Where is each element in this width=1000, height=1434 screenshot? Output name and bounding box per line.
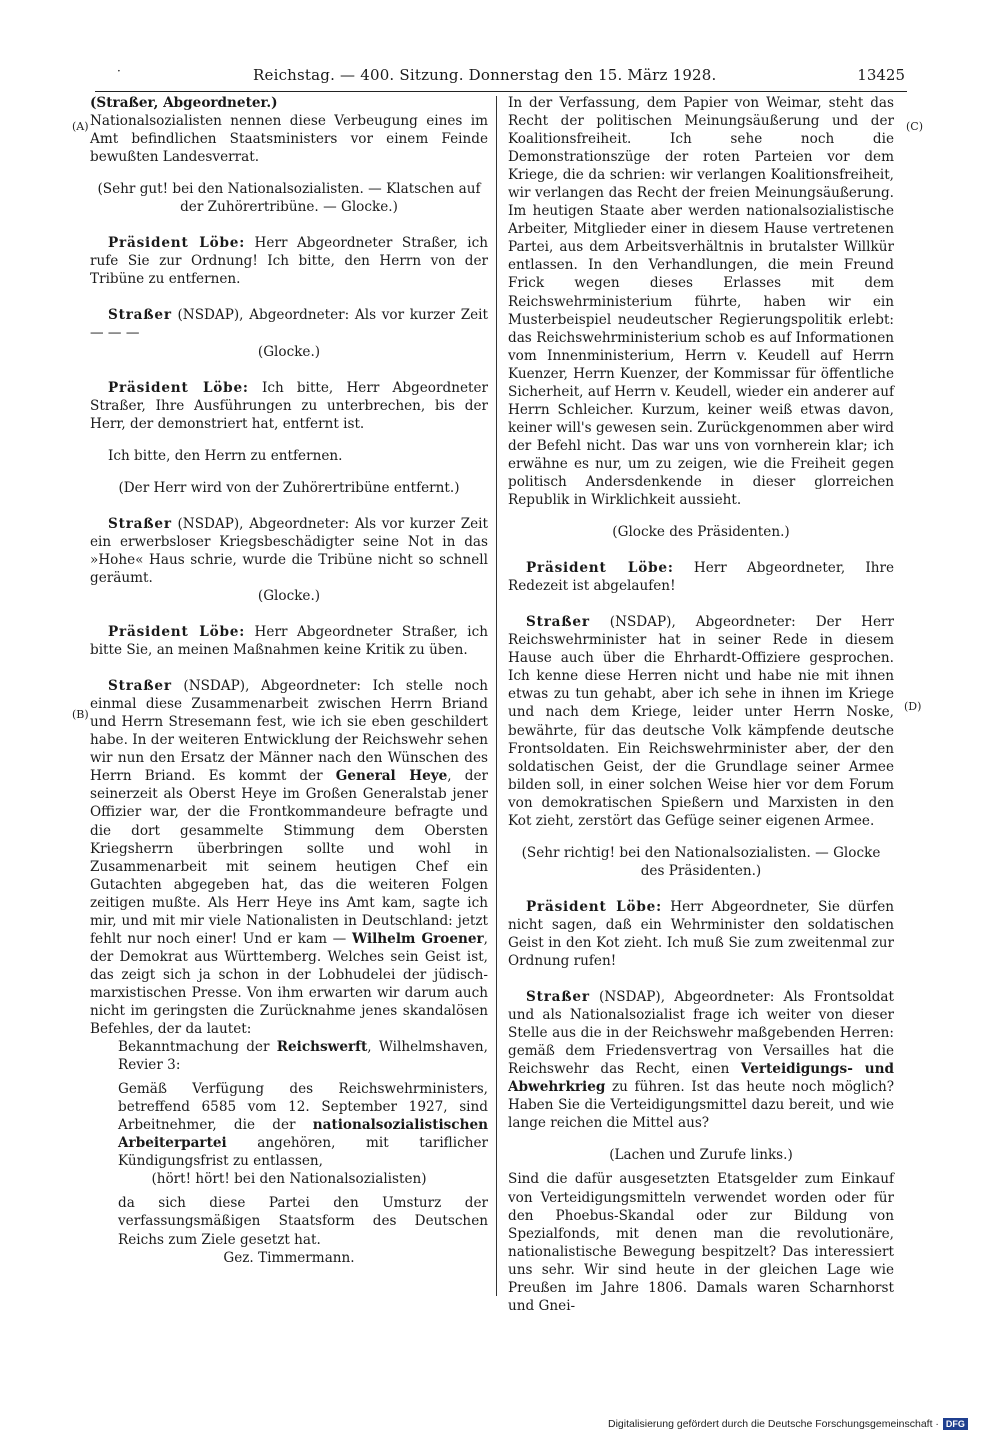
margin-marker-b: (B) <box>72 708 89 721</box>
paragraph: Präsident Löbe: Herr Abgeordneter, Ihre Redezeit ist abgelaufen! <box>508 560 894 595</box>
paragraph: Straßer (NSDAP), Abgeordneter: Als vor kurzer Zeit — — — <box>90 307 488 342</box>
left-column <box>90 94 488 1267</box>
interjection: (Glocke.) <box>257 587 321 604</box>
quoted-text: Gemäß Verfügung des Reichswehrministers, betreffend 6585 vom 12. September 1927, sind Arbeitnehmer, die der nationalsozialistischen Arbeiterpartei angehören, mit tariflicher Kündigungsfrist zu entlassen, <box>118 1081 488 1170</box>
speaker-name: Präsident Löbe: <box>526 898 662 915</box>
header-title: Reichstag. — 400. Sitzung. Donnerstag den 15. März 1928. <box>253 66 717 84</box>
paragraph: Präsident Löbe: Herr Abgeordneter, Sie dürfen nicht sagen, daß ein Wehrminister den soldatischen Geist in den Kot zieht. Ich muß Sie zum zweitenmal zur Ordnung rufen! <box>508 898 895 970</box>
signature-line: Gez. Timmermann. <box>223 1249 355 1266</box>
interjection: (Sehr richtig! bei den Nationalsozialisten. — Glocke des Präsidenten.) <box>521 844 881 879</box>
header-dot: · <box>117 64 121 78</box>
paragraph: In der Verfassung, dem Papier von Weimar, steht das Recht der politischen Meinungsäußerung und der Koalitionsfreiheit. Ich sehe noch die Demonstrationszüge der roten Parteien vor dem Kriege, die da schrien: wir verlangen Koalitionsfreiheit, wir verlangen das Recht der freien Meinungsäußerung. Im heutigen Staate aber werden nationalsozialistische Arbeiter, Mitglieder einer in diesem Hause vertretenen Partei, aus dem Arbeitsverhältnis in brutalster Willkür entlassen. In den Verhandlungen, die mein Freund Frick wegen dieses Erlasses mit dem Reichswehrministerium führte, haben wir ein Musterbeispiel neudeutscher Regierungspolitik erlebt: das Reichswehrministerium schob es auf Informationen vom Innenministerium, Herrn v. Keudell auf Herrn Kuenzer, Herrn Kuenzer, der Kommissar für öffentliche Sicherheit, auf Herrn v. Keudell, wieder ein anderer auf Herrn Schleicher. Kurzum, keiner weiß etwas davon, keiner will's gewesen sein. Zurückgenommen aber wird der Befehl nicht. Das war uns von vornherein klar; ich erwähne es nur, um zu zeigen, wie die Freiheit gegen politisch Andersdenkende in dieser glorreichen Republik in Wirklichkeit aussieht. <box>508 95 894 509</box>
interjection: (Glocke des Präsidenten.) <box>612 524 790 541</box>
right-column <box>508 94 894 1315</box>
paragraph: Straßer (NSDAP), Abgeordneter: Als Frontsoldat und als Nationalsozialist frage ich weiter von dieser Stelle aus die in der Reichswehr maßgebenden Herren: gemäß dem Friedensvertrag von Versailles hat die Reichswehr das Recht, einen Verteidigungs- und Abwehrkrieg zu führen. Ist das heute noch möglich? Haben Sie die Verteidigungsmittel dazu bereit, und wie lange reichen die Mittel aus? <box>508 989 894 1132</box>
speaker-name: Straßer <box>108 678 172 695</box>
speaker-name: Präsident Löbe: <box>526 560 674 577</box>
page-number: 13425 <box>857 66 905 84</box>
paragraph: Sind die dafür ausgesetzten Etatsgelder zum Einkauf von Verteidigungsmitteln verwendet worden oder für den Phoebus-Skandal oder zur Bildung von Spezialfonds, mit denen man die revolutionäre, nationalistische Bewegung bespitzelt? Das interessiert uns sehr. Wir sind heute in der gleichen Lage wie Preußen im Jahre 1806. Damals waren Scharnhorst und Gnei- <box>508 1171 894 1314</box>
interjection: (Der Herr wird von der Zuhörertribüne entfernt.) <box>118 479 460 496</box>
paragraph: Straßer (NSDAP), Abgeordneter: Ich stelle noch einmal diese Zusammenarbeit zwischen Herrn Briand und Herrn Stresemann fest, wie ich sie eben geschildert habe. In der weiteren Entwicklung der Reichswehr sehen wir nun den Ersatz der Männer nach den Wünschen des Herrn Briand. Es kommt der General Heye, der seinerzeit als Oberst Heye im Großen Generalstab jener Offizier war, der die Frontkommandeure befragte und die dort gesammelte Stimmung dem Obersten Kriegsherrn überbringen sollte und wohl in Zusammenarbeit mit seinem heutigen Chef ein Gutachten abgegeben hat, das die weiteren Folgen zeitigen mußte. Als Herr Heye ins Amt kam, sagte ich mir, und mit mir viele Nationalisten in Deutschland: jetzt fehlt nur noch einer! Und er kam — Wilhelm Groener, der Demokrat aus Württemberg. Welches sein Geist ist, das zeigt sich ja schon in der Lobhudelei der jüdisch-marxistischen Presse. Von ihm erwarten wir darum auch nicht im geringsten die Zurücknahme jenes skandalösen Befehles, der da lautet: <box>90 678 488 1038</box>
footer-credit <box>608 1418 968 1430</box>
paragraph: Ich bitte, den Herrn zu entfernen. <box>108 447 343 464</box>
paragraph: Präsident Löbe: Herr Abgeordneter Straßer, ich rufe Sie zur Ordnung! Ich bitte, den Herrn von der Tribüne zu entfernen. <box>90 235 488 288</box>
speaker-name: Präsident Löbe: <box>108 624 246 641</box>
margin-marker-d: (D) <box>904 700 922 713</box>
speaker-name: Straßer <box>108 515 172 532</box>
paragraph: Präsident Löbe: Herr Abgeordneter Straßer, ich bitte Sie, an meinen Maßnahmen keine Kritik zu üben. <box>90 624 488 659</box>
speaker-name: Präsident Löbe: <box>108 235 246 252</box>
header-rule <box>95 91 907 92</box>
speaker-continuation: (Straßer, Abgeordneter.) <box>90 95 278 111</box>
quoted-heading: Bekanntmachung der Reichswerft, Wilhelmshaven, Revier 3: <box>118 1039 488 1074</box>
column-divider <box>496 96 497 1296</box>
margin-marker-a: (A) <box>72 120 89 133</box>
speaker-name: Straßer <box>526 989 590 1006</box>
speaker-name: Straßer <box>526 614 590 631</box>
paragraph: Straßer (NSDAP), Abgeordneter: Der Herr Reichswehrminister hat in seiner Rede in diesem Hause auch über die Ehrhardt-Offiziere gesprochen. Ich kenne diese Herren nicht und habe nie mit ihnen etwas zu tun gehabt, aber ich sehe in ihnen im Kriege und nach dem Kriege, leider unter Herrn Noske, bewährte, für das deutsche Volk kämpfende deutsche Frontsoldaten. Ein Reichswehrminister aber, der den soldatischen Geist, der die Grundlage seiner Armee bilden soll, in einer solchen Weise hier vor dem Forum von demokratischen Spießern und Marxisten in den Kot zieht, zerstört das Gefüge seiner eigenen Armee. <box>508 614 894 829</box>
interjection: (Lachen und Zurufe links.) <box>609 1147 793 1164</box>
running-header <box>95 64 905 90</box>
speaker-name: Präsident Löbe: <box>108 379 249 396</box>
interjection: (Sehr gut! bei den Nationalsozialisten. — Klatschen auf der Zuhörertribüne. — Glocke.) <box>97 181 481 216</box>
speaker-name: Straßer <box>108 307 172 324</box>
quoted-text: da sich diese Partei den Umsturz der verfassungsmäßigen Staatsform des Deutschen Reichs zum Ziele gesetzt hat. <box>118 1195 488 1248</box>
interjection: (Glocke.) <box>257 343 321 360</box>
paragraph: Straßer (NSDAP), Abgeordneter: Als vor kurzer Zeit ein erwerbsloser Kriegsbeschädigter seine Not in das »Hohe« Haus schrie, wurde die Tribüne nicht so schnell geräumt. <box>90 515 488 586</box>
dfg-logo: DFG <box>943 1418 968 1430</box>
interjection: (hört! hört! bei den Nationalsozialisten) <box>151 1171 427 1188</box>
paragraph: Präsident Löbe: Ich bitte, Herr Abgeordneter Straßer, Ihre Ausführungen zu unterbrechen, bis der Herr, der demonstriert hat, entfernt ist. <box>90 379 489 432</box>
margin-marker-c: (C) <box>906 120 923 133</box>
paragraph: Nationalsozialisten nennen diese Verbeugung eines im Amt befindlichen Staatsministers vor einem Feinde bewußten Landesverrat. <box>90 113 488 166</box>
footer-text: Digitalisierung gefördert durch die Deutsche Forschungsgemeinschaft · <box>608 1418 939 1430</box>
